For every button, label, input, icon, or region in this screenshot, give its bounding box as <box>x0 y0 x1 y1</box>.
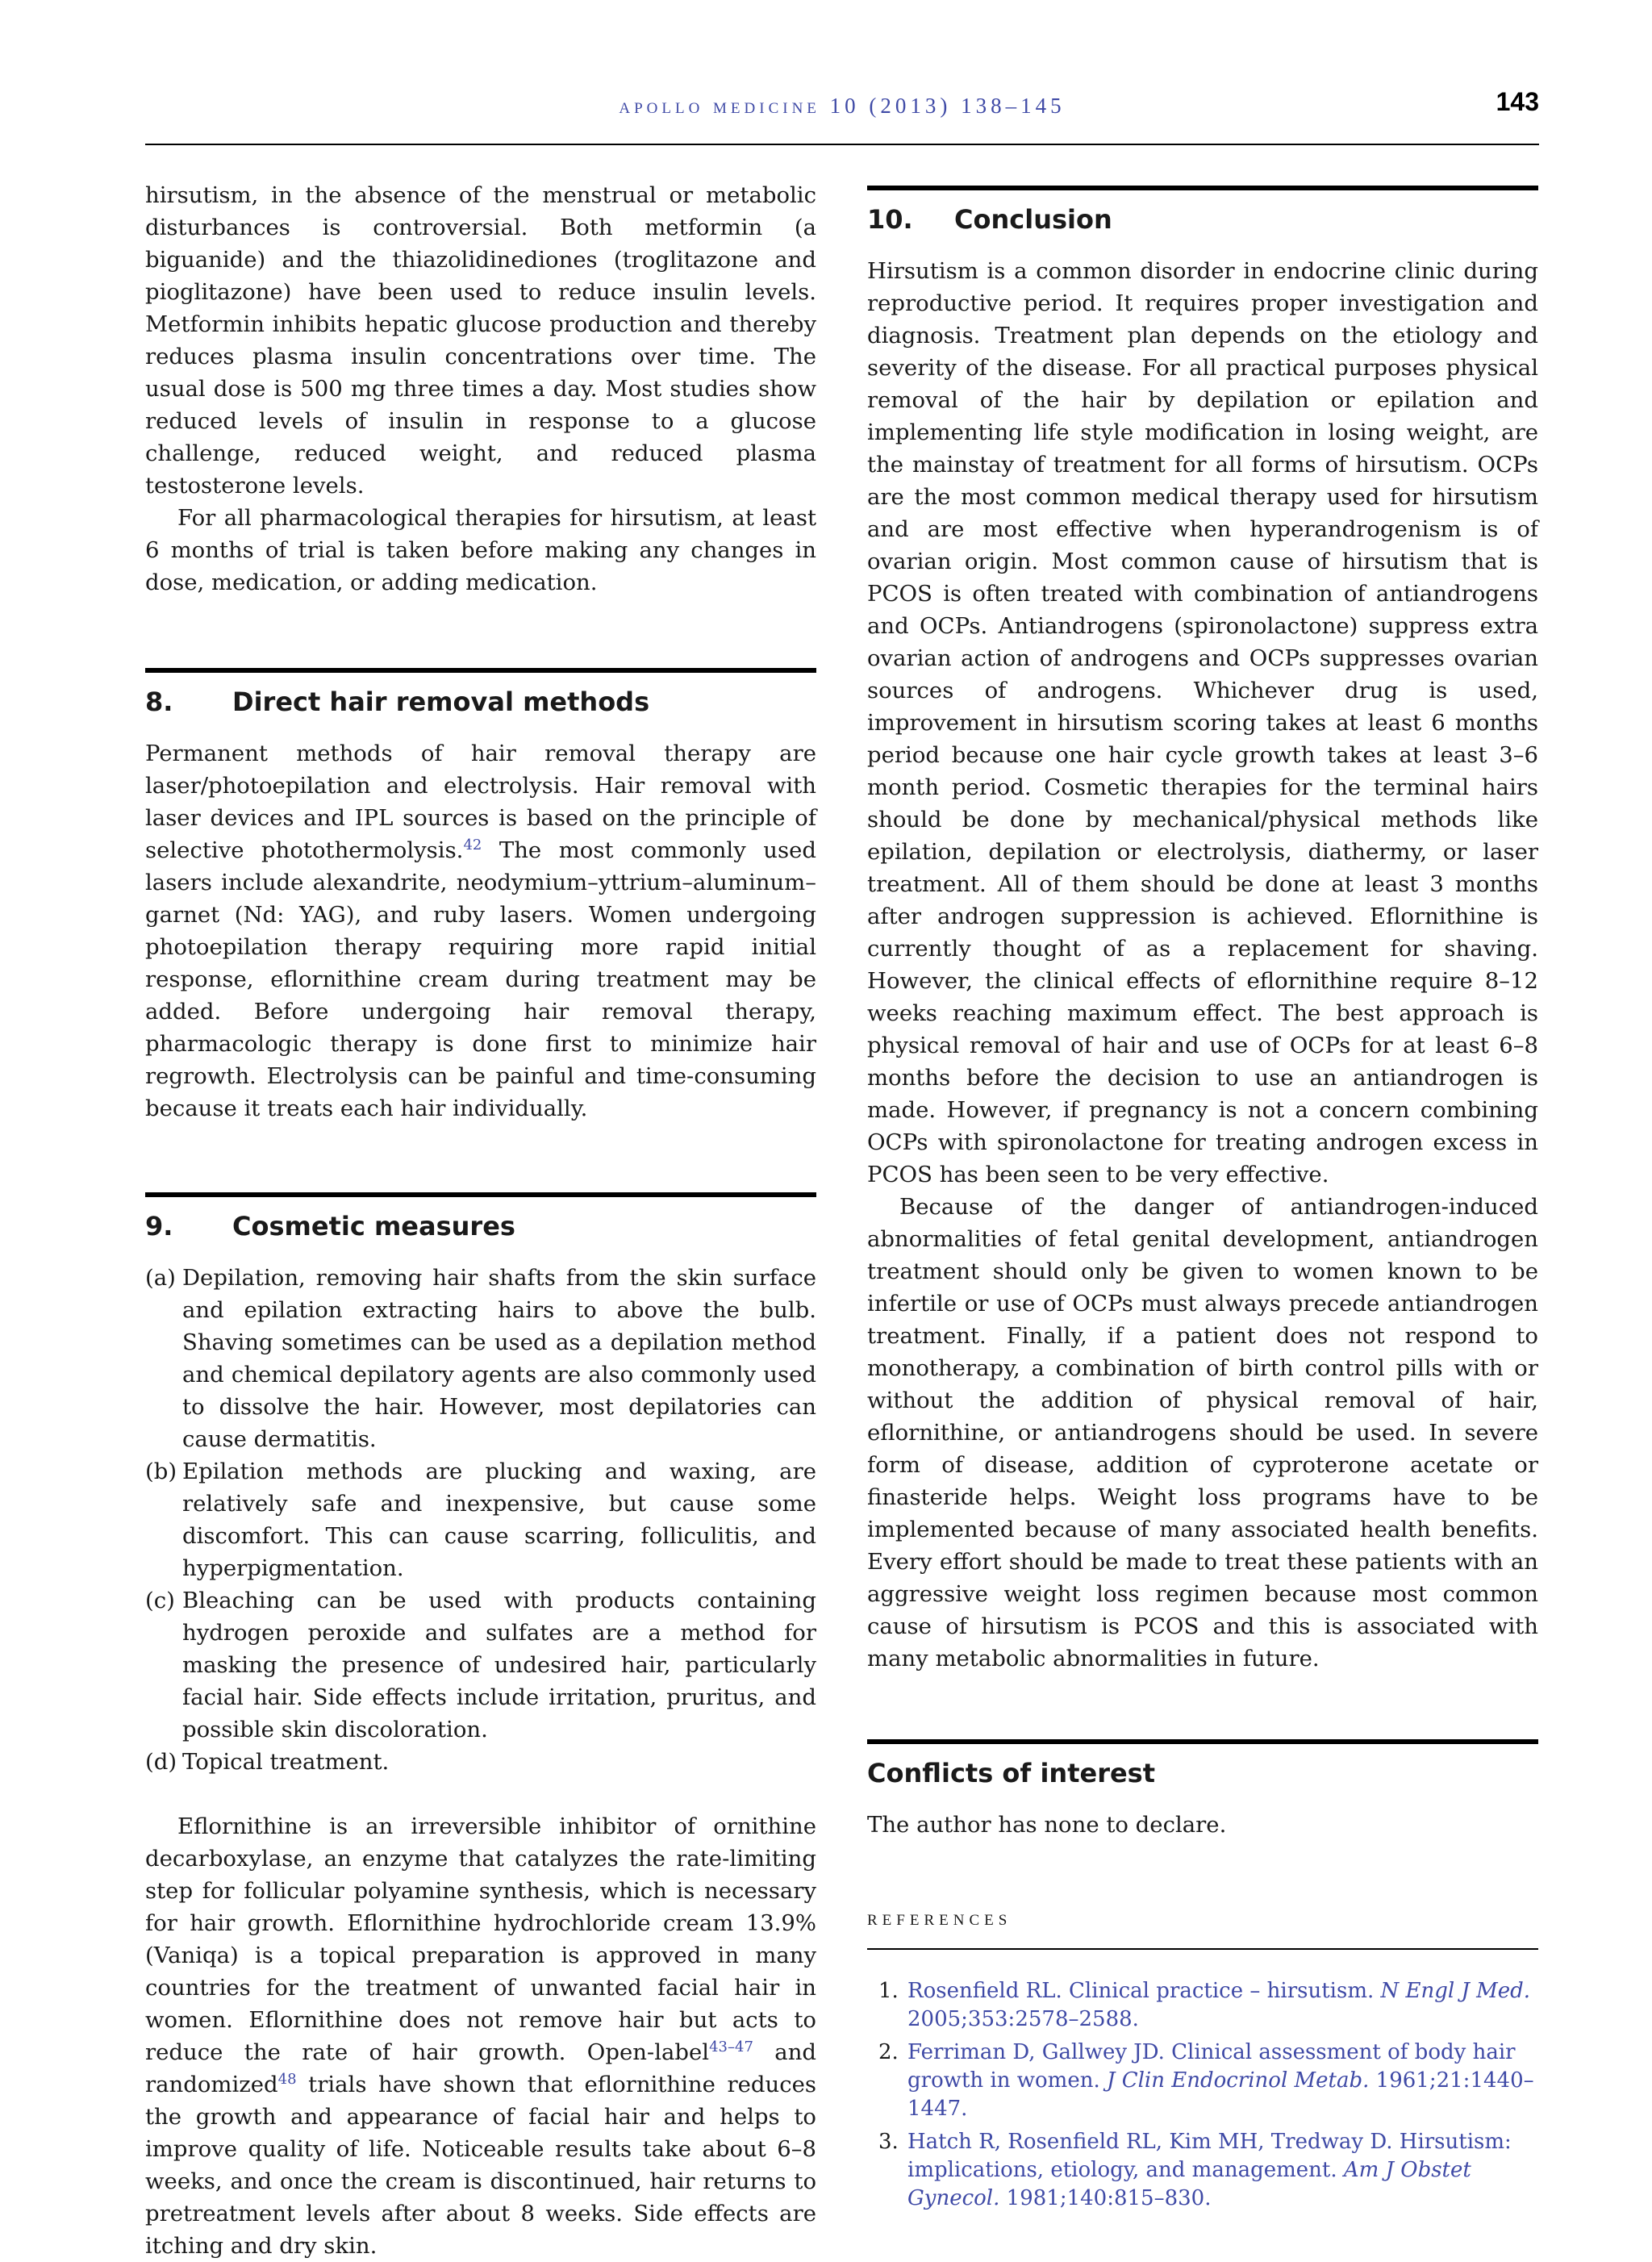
text: and randomized <box>145 2039 817 2097</box>
paragraph <box>145 1810 816 2262</box>
conflicts-heading <box>867 1739 1538 1791</box>
list-item <box>145 1746 816 1778</box>
reference-number: 3. <box>878 2130 899 2154</box>
reference-text: Hatch R, Rosenfield RL, Kim MH, Tredway D. Hirsutism: implications, etiology, and management. <box>907 2130 1512 2182</box>
text: The most commonly used lasers include alexandrite, neodymium–yttrium–aluminum–garnet (Nd: YAG), and ruby lasers. Women undergoing photoepilation therapy requiring more rapid initial response, eflornithine cream during treatment may be added. Before undergoing hair removal therapy, pharmacologic therapy is done first to minimize hair regrowth. Electrolysis can be painful and time-consuming because it treats each hair individually. <box>145 837 816 1121</box>
reference-number: 2. <box>878 2040 899 2064</box>
text: Eflornithine is an irreversible inhibitor of ornithine decarboxylase, an enzyme that catalyzes the rate-limiting step for follicular polyamine synthesis, which is necessary for hair growth. Eflornithine hydrochloride cream 13.9% (Vaniqa) is a topical preparation is approved in many countries for the treatment of unwanted facial hair in women. Eflornithine does not remove hair but acts to reduce the rate of hair growth. Open-label <box>145 1813 816 2065</box>
section-title: Conclusion <box>954 204 1112 235</box>
reference-text: 1981;140:815–830. <box>999 2186 1212 2210</box>
citation-link[interactable]: 43–47 <box>709 2038 753 2055</box>
paragraph: Because of the danger of antiandrogen-induced abnormalities of fetal genital development, antiandrogen treatment should only be given to women known to be infertile or use of OCPs must always precede antiandrogen treatment. Finally, if a patient does not respond to monotherapy, a combination of birth control pills with or without the addition of physical removal of hair, eflornithine, or antiandrogens should be used. In severe form of disease, addition of cyproterone acetate or finasteride helps. Weight loss programs have to be implemented because of many associated health benefits. Every effort should be made to treat these patients with an aggressive weight loss regimen because most common cause of hirsutism is PCOS and this is associated with many metabolic abnormalities in future. <box>867 1194 1538 1671</box>
list-item <box>145 1262 816 1455</box>
paragraph: Hirsutism is a common disorder in endocrine clinic during reproductive period. It requires proper investigation and diagnosis. Treatment plan depends on the etiology and severity of the disease. For all practical purposes physical removal of the hair by depilation or epilation and implementing life style modification in losing weight, are the mainstay of treatment for all forms of hirsutism. OCPs are the most common medical therapy used for hirsutism and are most effective when hyperandrogenism is of ovarian origin. Most common cause of hirsutism that is PCOS is often treated with combination of antiandrogens and OCPs. Antiandrogens (spironolactone) suppress extra ovarian action of androgens and OCPs suppresses ovarian sources of androgens. Whichever drug is used, improvement in hirsutism scoring takes at least 6 months period because one hair cycle growth takes at least 3–6 month period. Cosmetic therapies for the terminal hairs should be done by mechanical/physical methods like epilation, depilation or electrolysis, diathermy, or laser treatment. All of them should be done at least 3 months after androgen suppression is achieved. Eflornithine is currently thought of as a replacement for shaving. However, the clinical effects of eflornithine require 8–12 weeks reaching maximum effect. The best approach is physical removal of hair and use of OCPs for at least 6–8 months before the decision to use an antiandrogen is made. However, if pregnancy is not a concern combining OCPs with spironolactone for treating androgen excess in PCOS has been seen to be very effective. <box>867 258 1538 1187</box>
section-title: Direct hair removal methods <box>232 687 650 717</box>
reference-list <box>867 1977 1538 2213</box>
section-heading-10 <box>867 186 1538 237</box>
list-text: Depilation, removing hair shafts from the skin surface and epilation extracting hairs to above the bulb. Shaving sometimes can be used as a depilation method and chemical depilatory agents are also commonly used to dissolve the hair. However, most depilatories can cause dermatitis. <box>182 1265 816 1452</box>
reference-journal: J Clin Endocrinol Metab. <box>1107 2068 1370 2093</box>
text: Permanent methods of hair removal therapy are laser/photoepilation and electrolysis. Hair removal with laser devices and IPL sources is based on the principle of selective photothermolysis. <box>145 741 816 863</box>
citation-link[interactable]: 48 <box>277 2070 297 2088</box>
reference-text: Rosenfield RL. Clinical practice – hirsutism. <box>907 1979 1381 2003</box>
left-column <box>145 179 816 2262</box>
list-text: Epilation methods are plucking and waxing, are relatively safe and inexpensive, but cause some discomfort. This can cause scarring, folliculitis, and hyperpigmentation. <box>182 1459 816 1581</box>
running-header <box>145 87 1539 145</box>
paragraph <box>145 737 816 1125</box>
reference-journal: N Engl J Med. <box>1380 1979 1531 2003</box>
reference-number: 1. <box>878 1979 899 2003</box>
reference-text: 2005;353:2578–2588. <box>907 2007 1139 2031</box>
right-column <box>867 186 1538 2218</box>
references-heading: references <box>867 1905 1538 1950</box>
citation-link[interactable]: 42 <box>463 836 482 853</box>
list-item <box>145 1584 816 1746</box>
paragraph: For all pharmacological therapies for hirsutism, at least 6 months of trial is taken before making any changes in dose, medication, or adding medication. <box>145 505 816 595</box>
reference-text: 1961;21:1440–1447. <box>907 2068 1534 2121</box>
reference-item[interactable] <box>867 2039 1538 2123</box>
list-label: (d) <box>145 1749 177 1775</box>
reference-item[interactable] <box>867 1977 1538 2034</box>
reference-item[interactable] <box>867 2128 1538 2213</box>
section-number: 10. <box>867 204 913 235</box>
list-label: (a) <box>145 1265 176 1291</box>
section-number: 8. <box>145 687 173 717</box>
reference-text: Ferriman D, Gallwey JD. Clinical assessment of body hair growth in women. <box>907 2040 1516 2093</box>
paragraph: The author has none to declare. <box>867 1812 1227 1838</box>
list-text: Topical treatment. <box>182 1749 390 1775</box>
section-title: Cosmetic measures <box>232 1211 515 1242</box>
cosmetic-measures-list <box>145 1262 816 1778</box>
journal-citation: apollo medicine 10 (2013) 138–145 <box>619 94 1066 118</box>
section-number: 9. <box>145 1211 173 1242</box>
section-heading-8 <box>145 668 816 720</box>
section-heading-9 <box>145 1192 816 1244</box>
reference-journal: Am J Obstet Gynecol. <box>907 2158 1471 2210</box>
list-item <box>145 1455 816 1584</box>
list-label: (c) <box>145 1588 175 1613</box>
paragraph: hirsutism, in the absence of the menstrual or metabolic disturbances is controversial. Both metformin (a biguanide) and the thiazolidinediones (troglitazone and pioglitazone) have been used to reduce insulin levels. Metformin inhibits hepatic glucose production and thereby reduces plasma insulin concentrations over time. The usual dose is 500 mg three times a day. Most studies show reduced levels of insulin in response to a glucose challenge, reduced weight, and reduced plasma testosterone levels. <box>145 182 816 499</box>
page-number: 143 <box>1496 87 1539 116</box>
list-label: (b) <box>145 1459 177 1484</box>
text: trials have shown that eflornithine reduces the growth and appearance of facial hair and helps to improve quality of life. Noticeable results take about 6–8 weeks, and once the cream is discontinued, hair returns to pretreatment levels after about 8 weeks. Side effects are itching and dry skin. <box>145 2072 816 2259</box>
section-title: Conflicts of interest <box>867 1758 1156 1788</box>
list-text: Bleaching can be used with products containing hydrogen peroxide and sulfates are a method for masking the presence of undesired hair, particularly facial hair. Side effects include irritation, pruritus, and possible skin discoloration. <box>182 1588 816 1742</box>
